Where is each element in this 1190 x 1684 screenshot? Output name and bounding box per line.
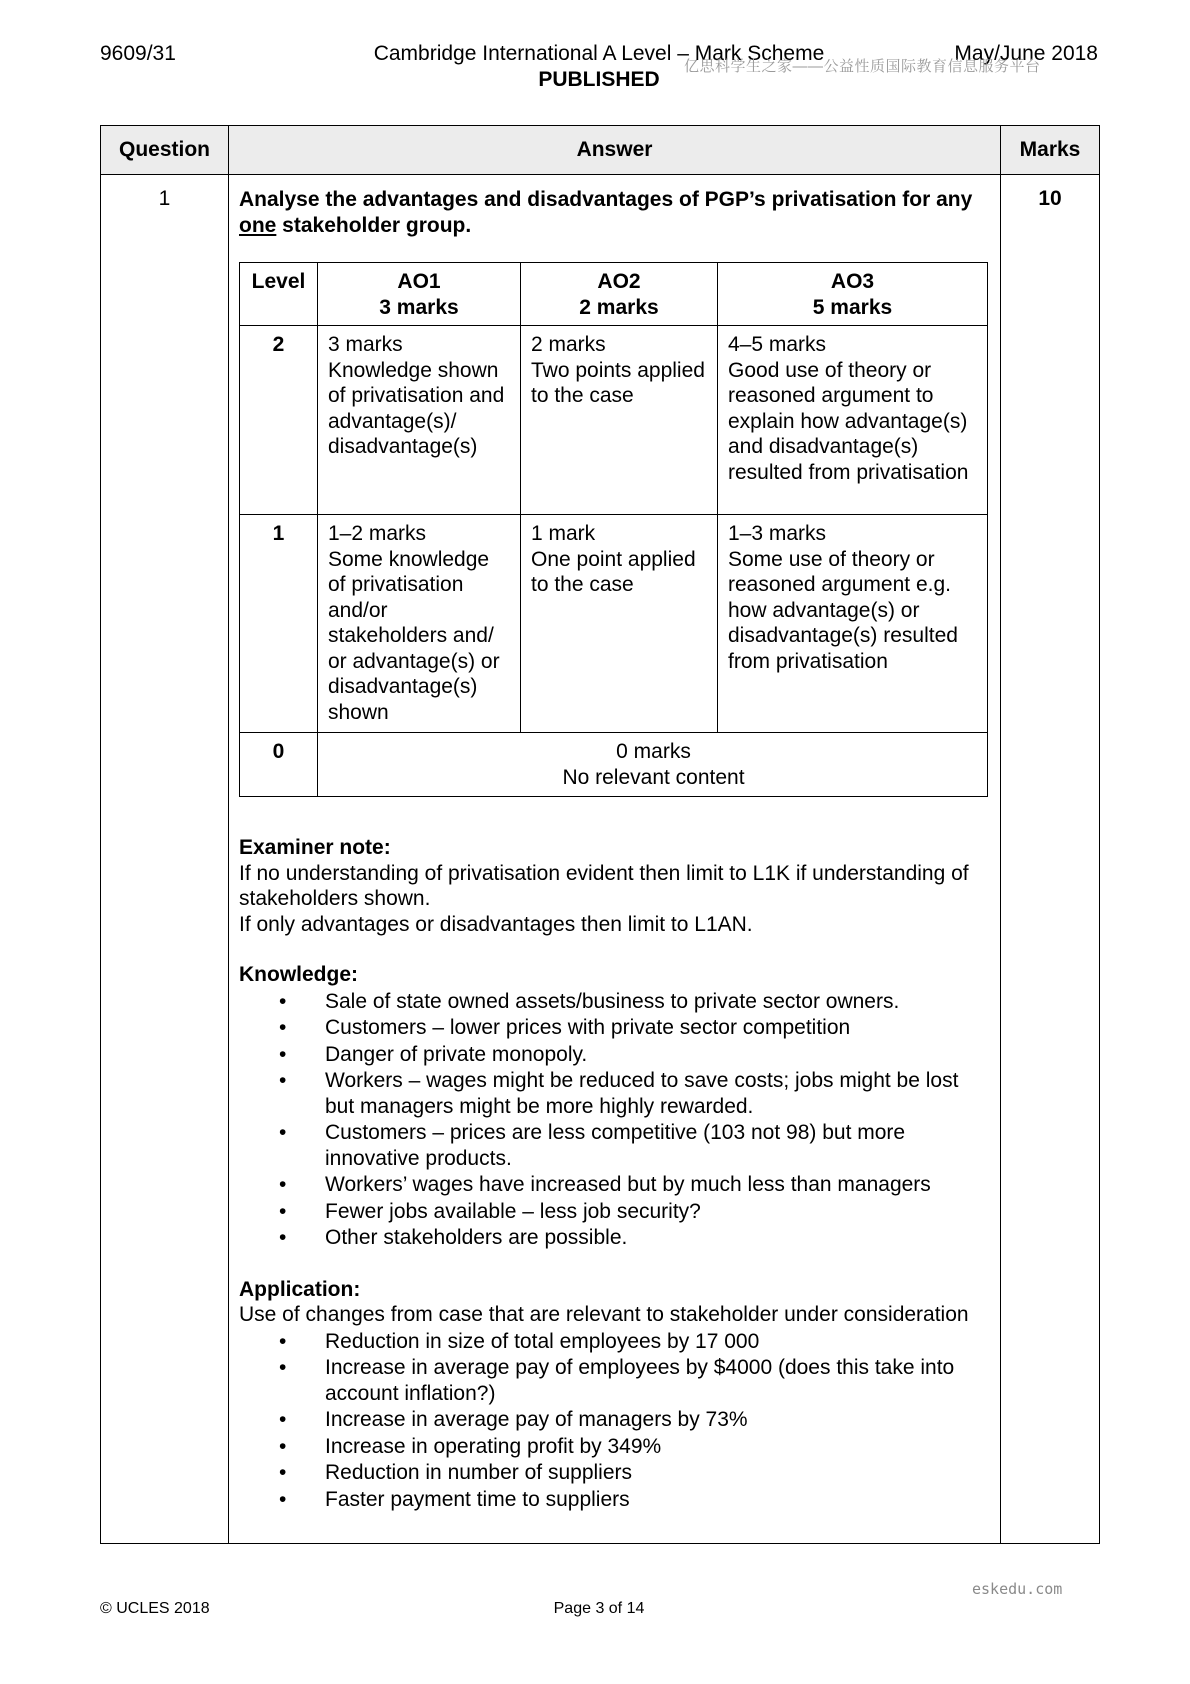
table-header-row bbox=[101, 126, 1100, 175]
list-item bbox=[239, 1460, 990, 1486]
descriptor-marks: 1–2 marks bbox=[328, 522, 427, 545]
copyright-notice: © UCLES 2018 bbox=[100, 1600, 210, 1617]
ao2-descriptor bbox=[521, 515, 718, 733]
document-title: Cambridge International A Level – Mark Scheme bbox=[373, 42, 825, 65]
bullet-icon: • bbox=[279, 1199, 287, 1223]
list-item bbox=[239, 1172, 990, 1198]
levels-table bbox=[239, 262, 988, 797]
descriptor-marks: 3 marks bbox=[328, 333, 403, 356]
examiner-note-line: If only advantages or disadvantages then limit to L1AN. bbox=[239, 912, 753, 936]
answer-cell bbox=[229, 175, 1001, 1544]
descriptor-text: Two points applied to the case bbox=[531, 358, 705, 407]
column-header-marks: Marks bbox=[1001, 126, 1100, 175]
ao1-column-header bbox=[318, 263, 521, 326]
bullet-icon: • bbox=[279, 1226, 287, 1249]
question-row bbox=[101, 175, 1100, 1544]
list-item-text: Faster payment time to suppliers bbox=[325, 1487, 630, 1511]
ao2-title: AO2 bbox=[597, 270, 641, 293]
descriptor-text: Some use of theory or reasoned argument e.g. how advantage(s) or disadvantage(s) resulted from privatisation bbox=[728, 547, 958, 673]
ao3-title: AO3 bbox=[830, 270, 875, 293]
ao3-column-header bbox=[718, 263, 988, 326]
question-text bbox=[239, 187, 990, 238]
watermark-text: 亿思科学生之家——公益性质国际教育信息服务平台 bbox=[684, 58, 1041, 75]
level-number: 1 bbox=[240, 515, 318, 733]
mark-scheme-table bbox=[100, 125, 1100, 1544]
list-item-text: Workers – wages might be reduced to save costs; jobs might be lost but managers might be more highly rewarded. bbox=[325, 1069, 959, 1118]
descriptor-marks: 1 mark bbox=[531, 522, 596, 545]
examiner-note bbox=[239, 835, 990, 937]
marks-value: 10 bbox=[1001, 175, 1100, 1544]
knowledge-heading: Knowledge: bbox=[239, 963, 358, 986]
descriptor-marks: 2 marks bbox=[531, 333, 606, 356]
bullet-icon: • bbox=[279, 1069, 287, 1092]
list-item bbox=[239, 1225, 990, 1251]
application-section bbox=[239, 1277, 990, 1513]
list-item-text: Customers – lower prices with private sector competition bbox=[325, 1016, 851, 1039]
bullet-icon: • bbox=[279, 1461, 287, 1484]
list-item bbox=[239, 1120, 990, 1171]
page-number: Page 3 of 14 bbox=[553, 1600, 645, 1617]
list-item-text: Other stakeholders are possible. bbox=[325, 1226, 628, 1249]
list-item-text: Increase in average pay of managers by 73% bbox=[325, 1408, 748, 1431]
exam-session: May/June 2018 bbox=[954, 42, 1098, 65]
bullet-icon: • bbox=[279, 1121, 287, 1144]
bullet-icon: • bbox=[279, 1434, 287, 1458]
examiner-note-heading: Examiner note: bbox=[239, 836, 391, 859]
ao3-descriptor bbox=[718, 326, 988, 515]
question-number: 1 bbox=[101, 175, 229, 1544]
descriptor-marks: 0 marks bbox=[616, 740, 691, 763]
examiner-note-line: If no understanding of privatisation evident then limit to L1K if understanding of stakeholders shown. bbox=[239, 861, 969, 910]
list-item bbox=[239, 1015, 990, 1041]
knowledge-list bbox=[239, 989, 990, 1251]
bullet-icon: • bbox=[279, 1042, 287, 1066]
bullet-icon: • bbox=[279, 989, 287, 1013]
list-item bbox=[239, 1068, 990, 1119]
bullet-icon: • bbox=[279, 1487, 287, 1511]
level-2-row bbox=[240, 326, 988, 515]
list-item-text: Reduction in number of suppliers bbox=[325, 1461, 633, 1484]
bullet-icon: • bbox=[279, 1356, 287, 1379]
descriptor-marks: 1–3 marks bbox=[728, 522, 827, 545]
level-0-descriptor bbox=[318, 733, 988, 797]
list-item bbox=[239, 989, 990, 1015]
ao2-column-header bbox=[521, 263, 718, 326]
descriptor-text: No relevant content bbox=[562, 765, 745, 789]
list-item bbox=[239, 1407, 990, 1433]
ao2-marks: 2 marks bbox=[579, 295, 659, 319]
published-label: PUBLISHED bbox=[538, 68, 660, 91]
bullet-icon: • bbox=[279, 1329, 287, 1353]
descriptor-text: Good use of theory or reasoned argument to explain how advantage(s) and disadvantage(s) resulted from privatisation bbox=[728, 358, 969, 484]
descriptor-text: One point applied to the case bbox=[531, 547, 696, 596]
application-list bbox=[239, 1329, 990, 1513]
descriptor-text: Knowledge shown of privatisation and advantage(s)/ disadvantage(s) bbox=[328, 358, 505, 458]
ao1-marks: 3 marks bbox=[379, 295, 459, 319]
bullet-icon: • bbox=[279, 1173, 287, 1196]
list-item-text: Increase in operating profit by 349% bbox=[325, 1434, 662, 1458]
ao3-descriptor bbox=[718, 515, 988, 733]
document-code: 9609/31 bbox=[100, 42, 176, 65]
list-item-text: Fewer jobs available – less job security? bbox=[325, 1199, 701, 1223]
descriptor-marks: 4–5 marks bbox=[728, 333, 827, 356]
list-item bbox=[239, 1329, 990, 1355]
list-item-text: Sale of state owned assets/business to private sector owners. bbox=[325, 989, 900, 1013]
list-item-text: Customers – prices are less competitive (103 not 98) but more innovative products. bbox=[325, 1121, 906, 1170]
ao3-marks: 5 marks bbox=[812, 295, 893, 319]
level-column-header: Level bbox=[240, 263, 318, 326]
ao1-descriptor bbox=[318, 515, 521, 733]
list-item-text: Reduction in size of total employees by 17 000 bbox=[325, 1329, 760, 1353]
list-item-text: Increase in average pay of employees by $4000 (does this take into account inflation?) bbox=[325, 1356, 955, 1405]
list-item bbox=[239, 1434, 990, 1460]
list-item-text: Danger of private monopoly. bbox=[325, 1042, 588, 1066]
level-1-row bbox=[240, 515, 988, 733]
question-text-part: Analyse the advantages and disadvantages of PGP’s privatisation for any bbox=[239, 188, 973, 211]
list-item bbox=[239, 1355, 990, 1406]
level-number: 2 bbox=[240, 326, 318, 515]
list-item bbox=[239, 1042, 990, 1068]
application-heading: Application: bbox=[239, 1277, 361, 1301]
column-header-question: Question bbox=[101, 126, 229, 175]
knowledge-section bbox=[239, 962, 990, 1251]
list-item bbox=[239, 1487, 990, 1513]
site-watermark: eskedu.com bbox=[972, 1580, 1063, 1598]
ao2-descriptor bbox=[521, 326, 718, 515]
ao1-descriptor bbox=[318, 326, 521, 515]
descriptor-text: Some knowledge of privatisation and/or stakeholders and/ or advantage(s) or disadvantage(s) shown bbox=[328, 547, 500, 724]
column-header-answer: Answer bbox=[229, 126, 1001, 175]
question-text-part: stakeholder group. bbox=[276, 213, 472, 237]
level-number: 0 bbox=[240, 733, 318, 797]
list-item bbox=[239, 1199, 990, 1225]
level-0-row bbox=[240, 733, 988, 797]
application-intro: Use of changes from case that are relevant to stakeholder under consideration bbox=[239, 1303, 969, 1326]
ao1-title: AO1 bbox=[397, 270, 441, 293]
levels-header-row bbox=[240, 263, 988, 326]
bullet-icon: • bbox=[279, 1016, 287, 1039]
bullet-icon: • bbox=[279, 1408, 287, 1431]
list-item-text: Workers’ wages have increased but by much less than managers bbox=[325, 1173, 931, 1196]
question-text-emphasis: one bbox=[239, 213, 277, 237]
